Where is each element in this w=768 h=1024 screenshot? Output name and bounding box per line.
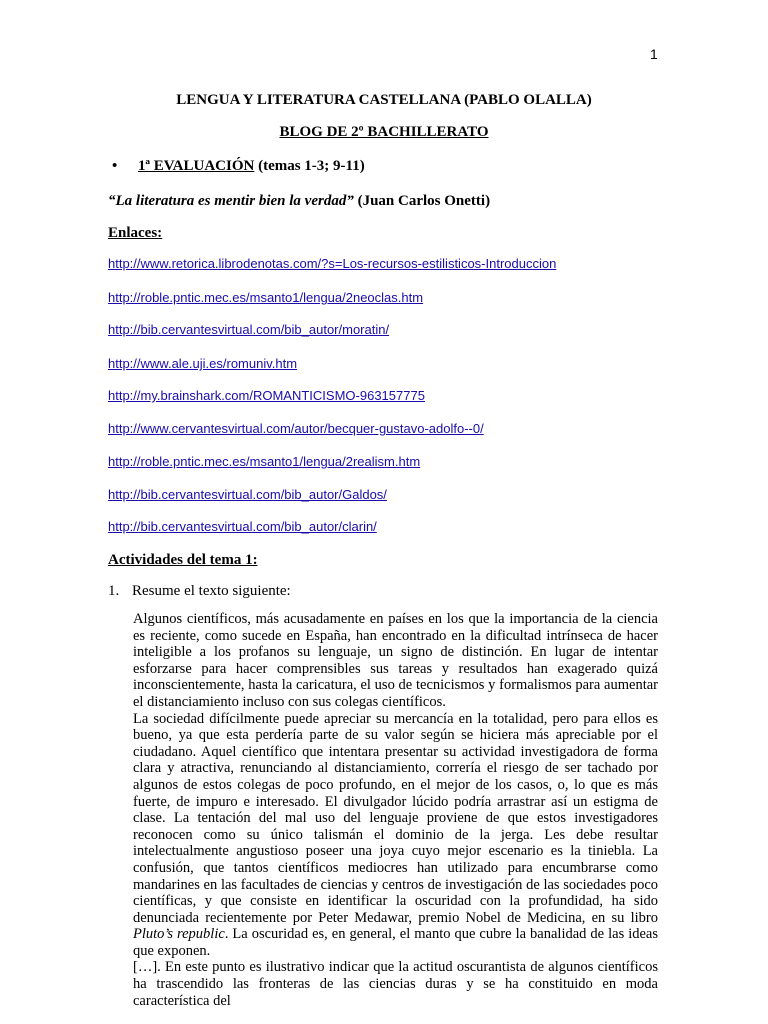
passage-paragraph-2-end: . La oscuridad es, en general, el manto que cubre la banalidad de las ideas que exponen. bbox=[133, 926, 658, 959]
passage-paragraph-2 bbox=[133, 711, 658, 960]
book-title: Pluto’s republic bbox=[133, 926, 225, 943]
quote-text: “La literatura es mentir bien la verdad” bbox=[108, 193, 354, 209]
passage-paragraph-3: […]. En este punto es ilustrativo indicar que la actitud oscurantista de algunos científicos ha trascendido las fronteras de las ciencias duras y se ha constituido en moda característica del bbox=[133, 959, 658, 1009]
links-heading: Enlaces: bbox=[108, 225, 163, 241]
activities-heading: Actividades del tema 1: bbox=[108, 552, 258, 568]
document-subtitle: BLOG DE 2º BACHILLERATO bbox=[279, 124, 489, 140]
link-moratin[interactable]: http://bib.cervantesvirtual.com/bib_autor/moratin/ bbox=[108, 322, 390, 337]
passage-paragraph-1: Algunos científicos, más acusadamente en países en los que la importancia de la ciencia es reciente, como sucede en España, han encontrado en la dificultad intrínseca de hacer inteligible a los profanos su lenguaje, un signo de distinción. En lugar de intentar esforzarse para hacer comprensibles sus tareas y resultados han exagerado quizá inconscientemente, hasta la caricatura, el uso de tecnicismos y formalismos para aumentar el distanciamiento incluso con sus colegas científicos. bbox=[133, 611, 658, 710]
link-becquer[interactable]: http://www.cervantesvirtual.com/autor/becquer-gustavo-adolfo--0/ bbox=[108, 421, 484, 436]
quote-author: (Juan Carlos Onetti) bbox=[353, 193, 491, 209]
link-clarin[interactable]: http://bib.cervantesvirtual.com/bib_autor/clarin/ bbox=[108, 519, 377, 534]
link-galdos[interactable]: http://bib.cervantesvirtual.com/bib_autor/Galdos/ bbox=[108, 487, 387, 502]
evaluation-topics: (temas 1-3; 9-11) bbox=[254, 158, 365, 174]
evaluation-bullet bbox=[112, 158, 365, 175]
page-number: 1 bbox=[650, 46, 658, 62]
link-romanticismo[interactable]: http://my.brainshark.com/ROMANTICISMO-963157775 bbox=[108, 388, 425, 403]
item-instruction: Resume el texto siguiente: bbox=[132, 583, 291, 599]
link-realism[interactable]: http://roble.pntic.mec.es/msanto1/lengua/2realism.htm bbox=[108, 454, 421, 469]
document-title: LENGUA Y LITERATURA CASTELLANA (PABLO OLALLA) bbox=[176, 92, 592, 108]
activity-item-1 bbox=[108, 583, 291, 600]
evaluation-label: 1ª EVALUACIÓN bbox=[138, 158, 255, 174]
epigraph-quote bbox=[108, 193, 490, 210]
passage-paragraph-2-start: La sociedad difícilmente puede apreciar su mercancía en la totalidad, pero para ellos es bueno, ya que esta perdería parte de su valor según se hiciera más apreciable por el ciudadano. Aquel científico que intentara presentar su actividad investigadora de forma clara y atractiva, renunciando al distanciamiento, correría el riesgo de ser tachado por algunos de estos colegas de poco profundo, en el mejor de los casos, o, lo que es más fuerte, de impuro e interesado. El divulgador lúcido podría arrastrar así un estigma de clase. La tentación del mal uso del lenguaje proviene de que estos investigadores reconocen como su único talismán el dominio de la jerga. Les debe resultar intelectualmente angustioso poseer una joya cuyo mejor escenario es la tiniebla. La confusión, que tantos científicos mediocres han utilizado para encumbrarse como mandarines en las facultades de ciencias y centros de investigación de las sociedades poco científicas, y que consiste en identificar la oscuridad con la profundidad, ha sido denunciada recientemente por Peter Medawar, premio Nobel de Medicina, en su libro bbox=[133, 710, 658, 926]
bullet-icon: • bbox=[112, 158, 118, 174]
link-romuniv[interactable]: http://www.ale.uji.es/romuniv.htm bbox=[108, 356, 298, 371]
item-number: 1. bbox=[108, 583, 120, 599]
link-retorica[interactable]: http://www.retorica.librodenotas.com/?s=Los-recursos-estilisticos-Introduccion bbox=[108, 256, 557, 271]
passage-text bbox=[133, 611, 658, 1009]
link-neoclas[interactable]: http://roble.pntic.mec.es/msanto1/lengua/2neoclas.htm bbox=[108, 290, 424, 305]
